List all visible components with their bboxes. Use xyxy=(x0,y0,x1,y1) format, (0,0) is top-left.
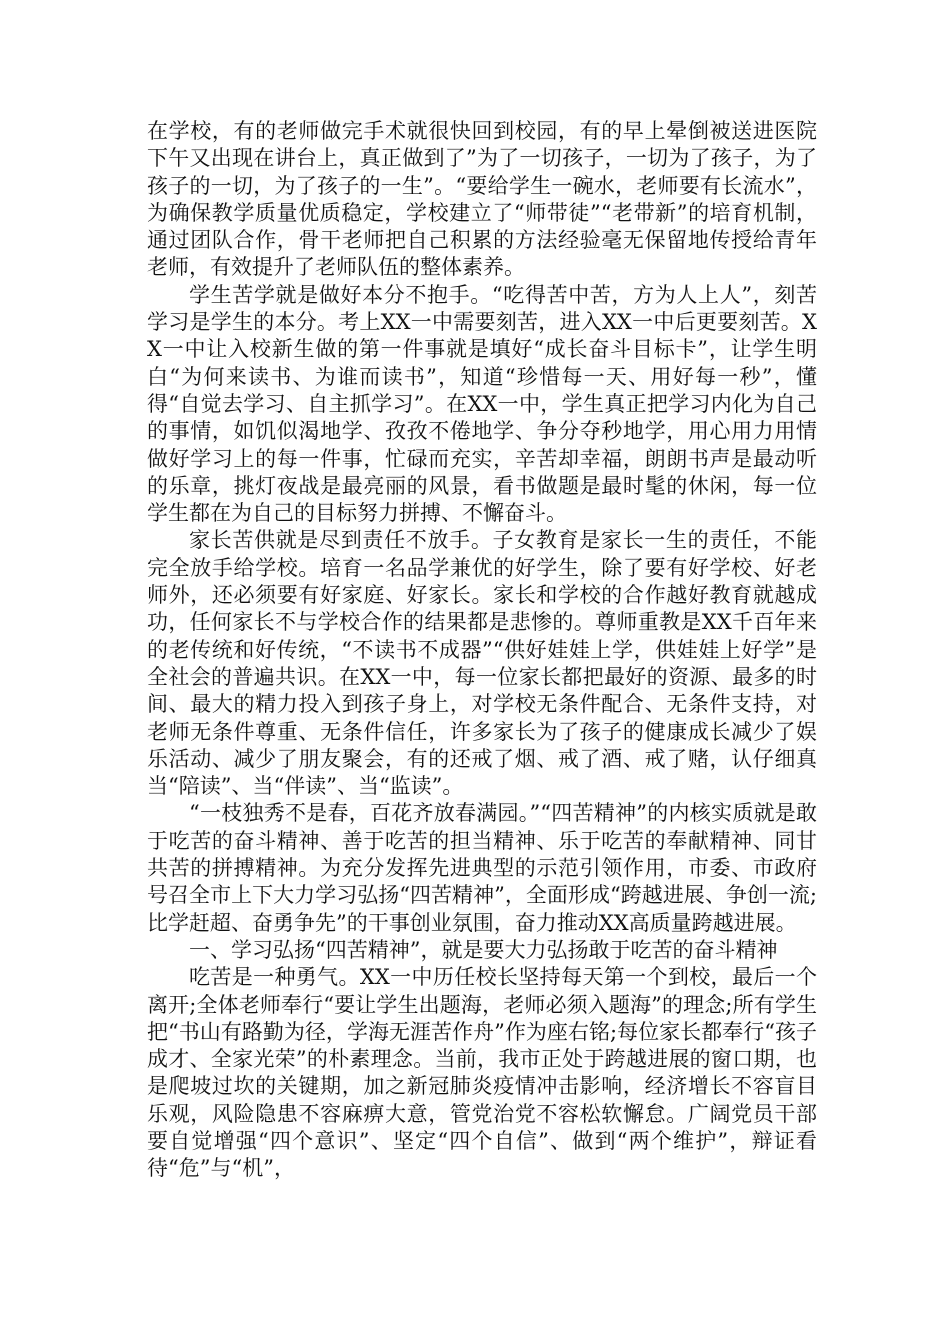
paragraph-courage: 吃苦是一种勇气。XX一中历任校长坚持每天第一个到校，最后一个离开;全体老师奉行“要让学生出题海，老师必须入题海”的理念;所有学生把“书山有路勤为径，学海无涯苦作舟”作为座右铭;每位家长都奉行“孩子成才、全家光荣”的朴素理念。当前，我市正处于跨越进展的窗口期，也是爬坡过坎的关键期，加之新冠肺炎疫情冲击影响，经济增长不容盲目乐观，风险隐患不容麻痹大意，管党治党不容松软懈怠。广阔党员干部要自觉增强“四个意识”、坚定“四个自信”、做到“两个维护”，辩证看待“危”与“机”， xyxy=(147,965,817,1181)
paragraph-teachers-continued: 在学校，有的老师做完手术就很快回到校园，有的早上晕倒被送进医院下午又出现在讲台上，真正做到了”为了一切孩子，一切为了孩子，为了孩子的一切，为了孩子的一生”。“要给学生一碗水，老师要有长流水”，为确保教学质量优质稳定，学校建立了“师带徒”“老带新”的培育机制，通过团队合作，骨干老师把自己积累的方法经验毫无保留地传授给青年老师，有效提升了老师队伍的整体素养。 xyxy=(147,119,817,280)
paragraph-parents-support: 家长苦供就是尽到责任不放手。子女教育是家长一生的责任，不能完全放手给学校。培育一名品学兼优的好学生，除了要有好学校、好老师外，还必须要有好家庭、好家长。家长和学校的合作越好教育就越成功，任何家长不与学校合作的结果都是悲惨的。尊师重教是XX千百年来的老传统和好传统，“不读书不成器”“供好娃娃上学，供娃娃上好学”是全社会的普遍共识。在XX一中，每一位家长都把最好的资源、最多的时间、最大的精力投入到孩子身上，对学校无条件配合、无条件支持，对老师无条件尊重、无条件信任，许多家长为了孩子的健康成长减少了娱乐活动、减少了朋友聚会，有的还戒了烟、戒了酒、戒了赌，认仔细真当“陪读”、当“伴读”、当“监读”。 xyxy=(147,528,817,799)
document-page xyxy=(147,118,817,1183)
section-heading-one: 一、学习弘扬“四苦精神”，就是要大力弘扬敢于吃苦的奋斗精神 xyxy=(189,937,778,962)
paragraph-students-study: 学生苦学就是做好本分不抱手。“吃得苦中苦，方为人上人”，刻苦学习是学生的本分。考上XX一中需要刻苦，进入XX一中后更要刻苦。XX一中让入校新生做的第一件事就是填好“成长奋斗目标卡”，让学生明白“为何来读书、为谁而读书”，知道“珍惜每一天、用好每一秒”，懂得“自觉去学习、自主抓学习”。在XX一中，学生真正把学习内化为自己的事情，如饥似渴地学、孜孜不倦地学、争分夺秒地学，用心用力用情做好学习上的每一件事，忙碌而充实，辛苦却幸福，朗朗书声是最动听的乐章，挑灯夜战是最亮丽的风景，看书做题是最时髦的休闲，每一位学生都在为自己的目标努力拼搏、不懈奋斗。 xyxy=(147,282,817,526)
paragraph-four-hardships: “一枝独秀不是春，百花齐放春满园。”“四苦精神”的内核实质就是敢于吃苦的奋斗精神、善于吃苦的担当精神、乐于吃苦的奉献精神、同甘共苦的拼搏精神。为充分发挥先进典型的示范引领作用，市委、市政府号召全市上下大力学习弘扬“四苦精神”，全面形成“跨越进展、争创一流;比学赶超、奋勇争先”的干事创业氛围，奋力推动XX高质量跨越进展。 xyxy=(147,801,817,935)
